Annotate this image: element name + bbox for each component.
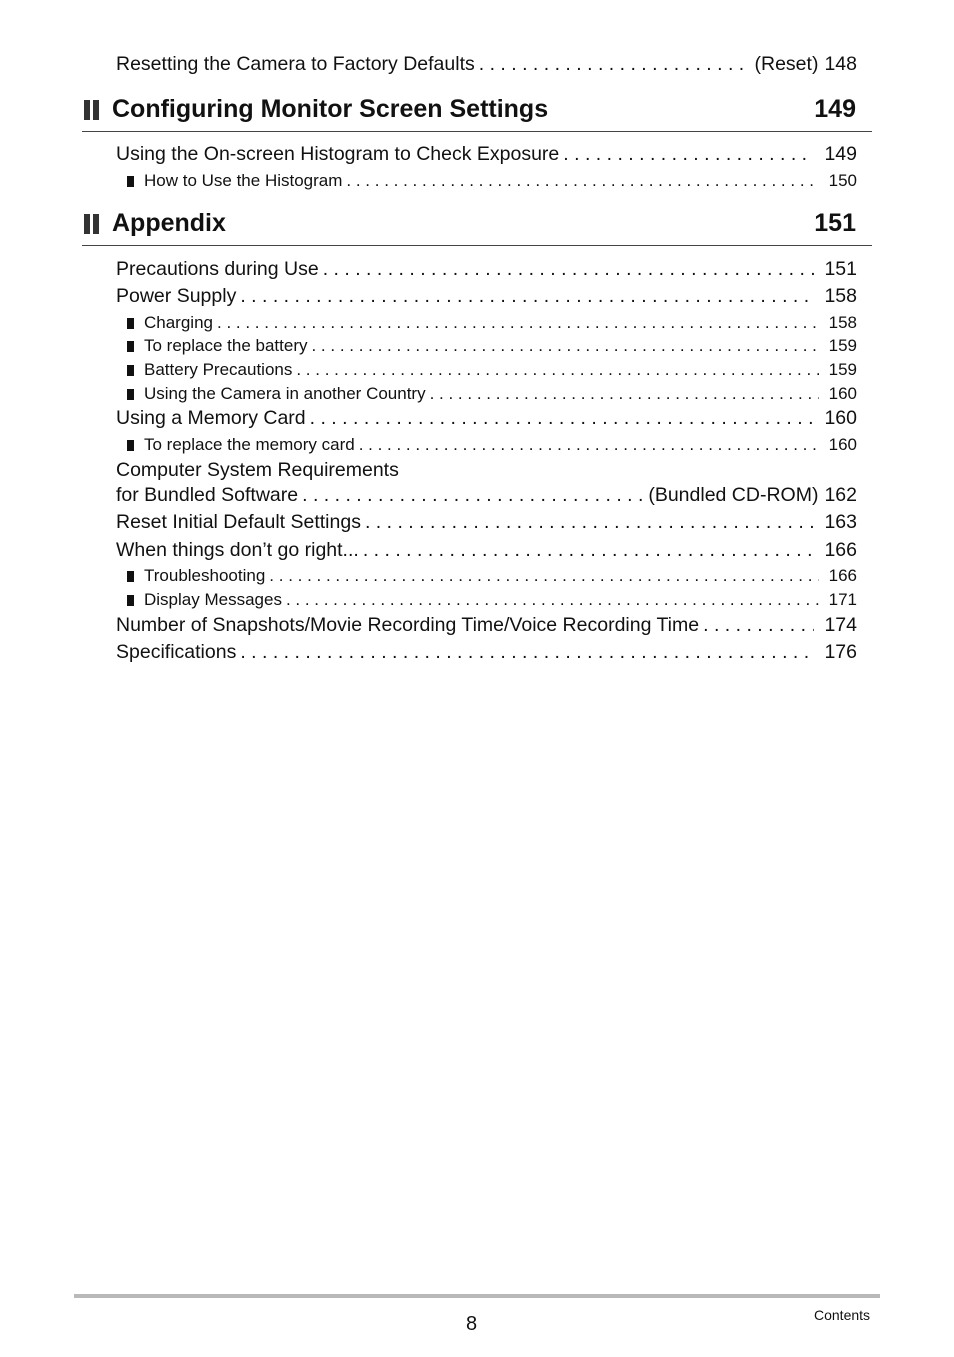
toc-entry-page: 160	[828, 384, 857, 403]
dot-leader	[302, 484, 644, 507]
toc-entry-page: 158	[824, 285, 857, 307]
section-page: 151	[814, 209, 856, 237]
bullet-icon	[127, 318, 134, 329]
dot-leader	[346, 171, 818, 191]
toc-entry-page: 176	[824, 641, 857, 663]
toc-entry-specifications[interactable]	[116, 641, 857, 664]
section-title: Appendix	[112, 209, 226, 237]
dot-leader	[359, 435, 819, 455]
section-marker-icon	[84, 100, 102, 125]
toc-entry-precautions[interactable]	[116, 258, 857, 281]
page-number: 8	[466, 1313, 478, 1335]
dot-leader	[323, 258, 815, 281]
toc-entry-page: 149	[824, 143, 857, 165]
dot-leader	[703, 614, 814, 637]
bullet-icon	[127, 365, 134, 376]
dot-leader	[217, 313, 819, 333]
toc-entry-label: To replace the memory card	[144, 435, 355, 454]
section-heading-appendix[interactable]	[82, 209, 872, 246]
toc-subentry-battery-precautions[interactable]	[127, 360, 857, 380]
section-title: Configuring Monitor Screen Settings	[112, 95, 549, 123]
toc-entry-label: Using the On-screen Histogram to Check Exposure	[116, 143, 560, 165]
toc-entry-label: Battery Precautions	[144, 360, 293, 379]
toc-entry-label: Display Messages	[144, 590, 282, 609]
toc-entry-label: Using the Camera in another Country	[144, 384, 426, 403]
toc-entry-label: Number of Snapshots/Movie Recording Time/Voice Recording Time	[116, 614, 700, 636]
toc-entry-page: 159	[828, 336, 857, 355]
dot-leader	[563, 143, 814, 166]
dot-leader	[269, 566, 818, 586]
dot-leader	[240, 641, 814, 664]
toc-entry-label: Troubleshooting	[144, 566, 266, 585]
toc-entry-label: Resetting the Camera to Factory Defaults	[116, 53, 475, 75]
toc-entry-label: Specifications	[116, 641, 237, 663]
toc-entry-page: 174	[824, 614, 857, 636]
bullet-icon	[127, 341, 134, 352]
toc-entry-page: 171	[828, 590, 857, 609]
toc-subentry-replace-memory-card[interactable]	[127, 435, 857, 455]
dot-leader	[311, 336, 818, 356]
toc-entry-page: 148	[824, 53, 857, 75]
toc-entry-memory-card[interactable]	[116, 407, 857, 430]
toc-entry-page: 160	[824, 407, 857, 429]
toc-subentry-another-country[interactable]	[127, 384, 857, 404]
dot-leader	[310, 407, 815, 430]
toc-subentry-display-messages[interactable]	[127, 590, 857, 610]
bullet-icon	[127, 571, 134, 582]
footer-divider	[74, 1294, 880, 1298]
section-heading-monitor[interactable]	[82, 95, 872, 132]
dot-leader	[363, 539, 815, 562]
toc-entry-ref: (Bundled CD-ROM)	[648, 484, 819, 506]
toc-entry-label: for Bundled Software	[116, 484, 299, 506]
toc-entry-page: 150	[828, 171, 857, 190]
toc-entry-label: Power Supply	[116, 285, 237, 307]
toc-entry-system-requirements[interactable]: Computer System Requirements	[116, 459, 399, 481]
toc-entry-reset-defaults[interactable]	[116, 511, 857, 534]
toc-entry-label: When things don’t go right...	[116, 539, 359, 561]
dot-leader	[365, 511, 814, 534]
toc-entry-label: Charging	[144, 313, 213, 332]
toc-entry-page: 159	[828, 360, 857, 379]
toc-entry-page: 162	[824, 484, 857, 506]
toc-entry-when-things-go-wrong[interactable]	[116, 539, 857, 562]
section-marker-icon	[84, 214, 102, 239]
toc-entry-snapshots[interactable]	[116, 614, 857, 637]
toc-entry-power-supply[interactable]	[116, 285, 857, 308]
toc-entry-label: Using a Memory Card	[116, 407, 306, 429]
toc-entry-page: 151	[824, 258, 857, 280]
toc-entry-page: 163	[824, 511, 857, 533]
toc-entry-label: How to Use the Histogram	[144, 171, 343, 190]
dot-leader	[430, 384, 819, 404]
toc-entry-bundled-software[interactable]	[116, 484, 857, 507]
toc-entry-page: 158	[828, 313, 857, 332]
toc-entry-ref: (Reset)	[754, 53, 819, 75]
dot-leader	[479, 53, 751, 76]
dot-leader	[286, 590, 819, 610]
bullet-icon	[127, 595, 134, 606]
dot-leader	[240, 285, 814, 308]
section-page: 149	[814, 95, 856, 123]
toc-entry-page: 166	[828, 566, 857, 585]
toc-entry-page: 160	[828, 435, 857, 454]
toc-entry-label: Precautions during Use	[116, 258, 319, 280]
bullet-icon	[127, 440, 134, 451]
bullet-icon	[127, 389, 134, 400]
dot-leader	[296, 360, 818, 380]
toc-subentry-how-to-use-histogram[interactable]	[127, 171, 857, 191]
toc-entry-label: Reset Initial Default Settings	[116, 511, 361, 533]
toc-subentry-charging[interactable]	[127, 313, 857, 333]
toc-entry-label: To replace the battery	[144, 336, 308, 355]
bullet-icon	[127, 176, 134, 187]
toc-entry-page: 166	[824, 539, 857, 561]
toc-entry-histogram[interactable]	[116, 143, 857, 166]
toc-subentry-troubleshooting[interactable]	[127, 566, 857, 586]
footer-section-label: Contents	[814, 1307, 871, 1323]
toc-subentry-replace-battery[interactable]	[127, 336, 857, 356]
toc-entry-reset[interactable]	[116, 53, 857, 76]
